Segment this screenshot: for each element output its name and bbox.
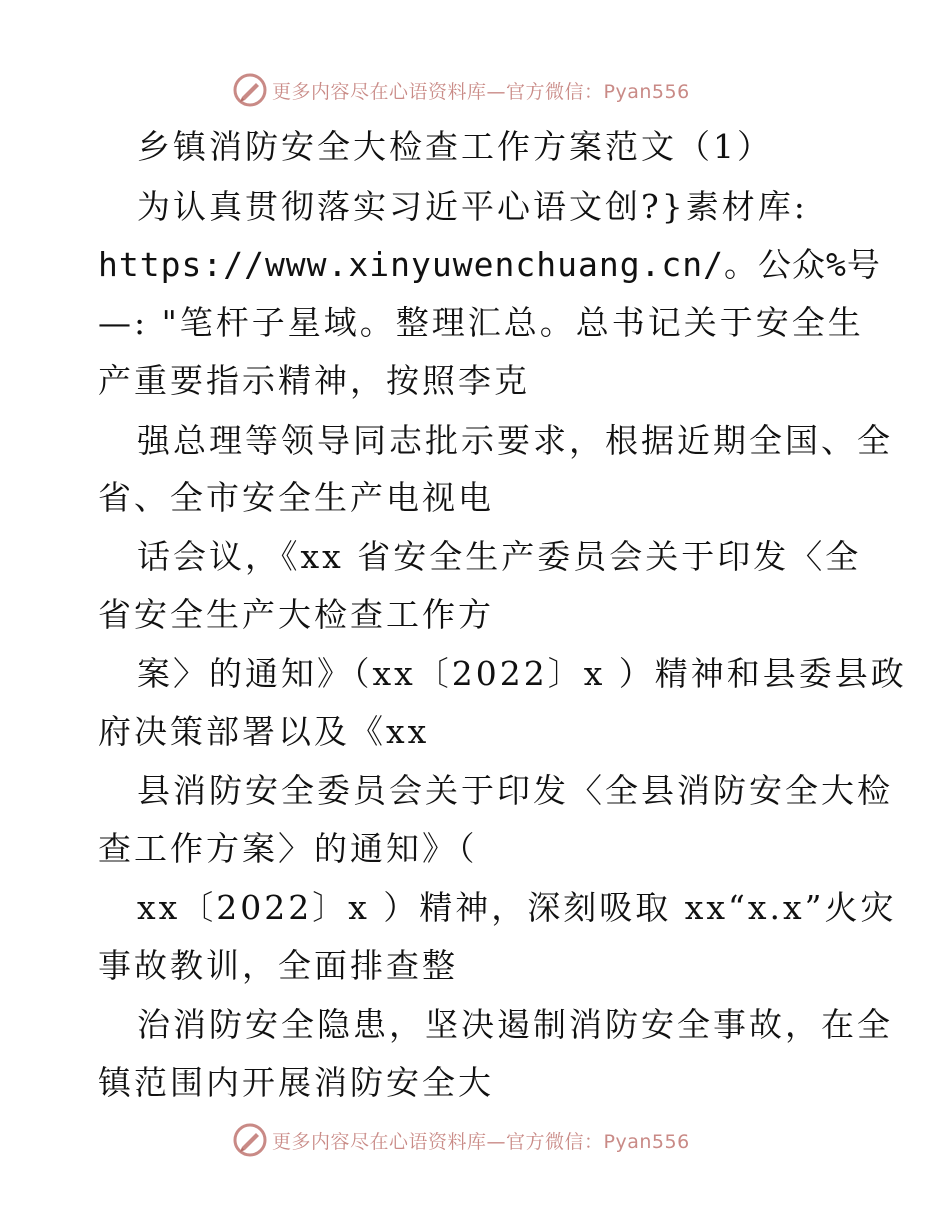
text-line: 强总理等领导同志批示要求，根据近期全国、全 (137, 421, 893, 460)
text-line: —: "笔杆子星域。整理汇总。总书记关于安全生 (98, 303, 864, 342)
text-line: 县消防安全委员会关于印发〈全县消防安全大检 (137, 771, 893, 810)
document-title: 乡镇消防安全大检查工作方案范文（1） (137, 127, 773, 166)
footer-watermark (232, 1120, 752, 1160)
text-line: https://www.xinyuwenchuang.cn/。公众%号 (98, 245, 881, 284)
watermark-text: 更多内容尽在心语资料库—官方微信：Pyan556 (272, 80, 690, 103)
pen-logo-icon (232, 1122, 268, 1158)
text-line: 查工作方案〉的通知》（ (98, 829, 478, 868)
watermark-text: 更多内容尽在心语资料库—官方微信：Pyan556 (272, 1130, 690, 1153)
text-line: 为认真贯彻落实习近平心语文创?}素材库: (137, 187, 808, 226)
text-line: 话会议，《xx 省安全生产委员会关于印发〈全 (137, 537, 862, 576)
text-line: xx〔2022〕x ）精神，深刻吸取 xx“x.x”火灾 (137, 888, 897, 927)
text-line: 镇范围内开展消防安全大 (98, 1063, 494, 1102)
text-line: 治消防安全隐患，坚决遏制消防安全事故，在全 (137, 1005, 893, 1044)
text-line: 府决策部署以及《xx (98, 712, 430, 751)
text-line: 案〉的通知》（xx〔2022〕x ）精神和县委县政 (137, 654, 907, 693)
text-line: 事故教训，全面排查整 (98, 946, 458, 985)
text-line: 产重要指示精神，按照李克 (98, 361, 530, 400)
text-line: 省安全生产大检查工作方 (98, 595, 494, 634)
text-line: 省、全市安全生产电视电 (98, 478, 494, 517)
